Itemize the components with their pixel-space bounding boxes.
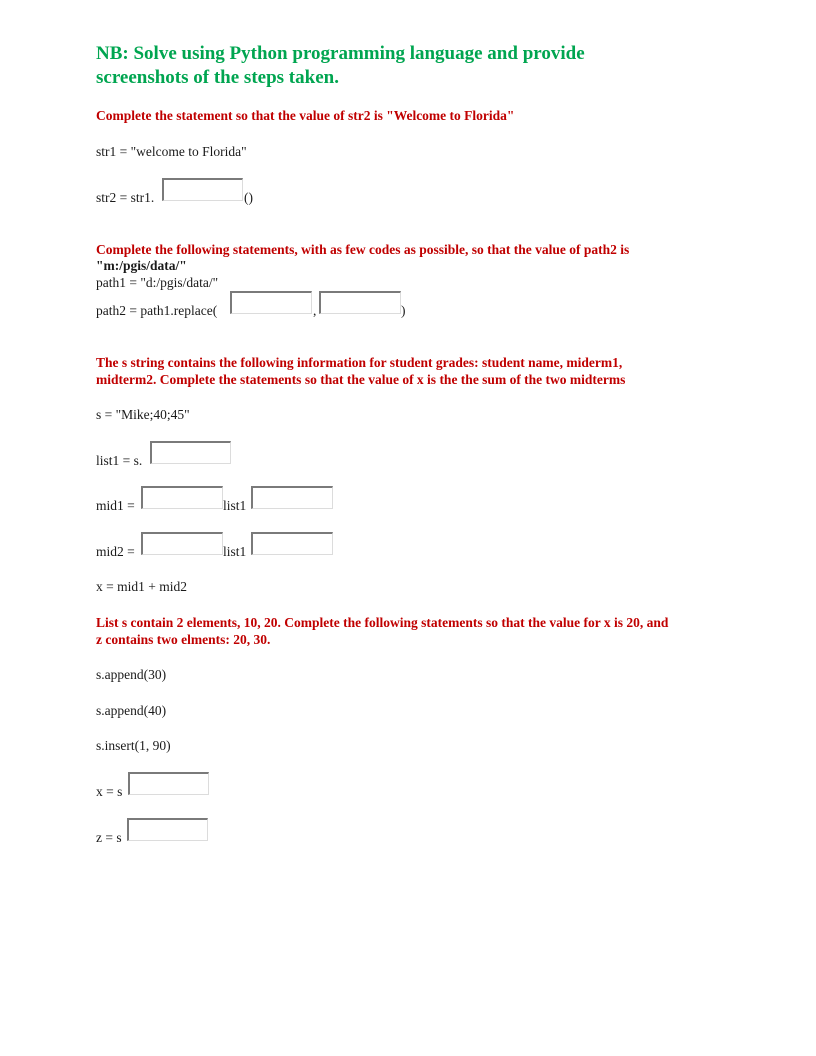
q3-mid2-input-1[interactable] <box>141 532 223 555</box>
q2-path1-line: path1 = "d:/pgis/data/" <box>96 275 219 290</box>
q2-path2-suffix: ) <box>401 303 406 318</box>
q4-insert-line: s.insert(1, 90) <box>96 738 171 753</box>
q4-z-slice-input[interactable] <box>127 818 208 841</box>
q4-x-index-input[interactable] <box>128 772 209 795</box>
q2-path2-prefix: path2 = path1.replace( <box>96 303 218 318</box>
q3-x-line: x = mid1 + mid2 <box>96 579 187 594</box>
q4-question-line-1: List s contain 2 elements, 10, 20. Complete the following statements so that the value for x is 20, and <box>96 615 669 630</box>
q2-old-value-input[interactable] <box>230 291 312 314</box>
q1-str1-line: str1 = "welcome to Florida" <box>96 144 247 159</box>
q3-mid2-prefix: mid2 = <box>96 544 135 559</box>
q3-mid1-input-2[interactable] <box>251 486 333 509</box>
q3-mid1-input-1[interactable] <box>141 486 223 509</box>
q3-mid1-middle: list1 <box>223 498 247 513</box>
q4-x-prefix: x = s <box>96 784 123 799</box>
q3-mid2-middle: list1 <box>223 544 247 559</box>
q2-question-line-2: "m:/pgis/data/" <box>96 258 187 273</box>
q3-s-line: s = "Mike;40;45" <box>96 407 190 422</box>
q1-method-input[interactable] <box>162 178 243 201</box>
q2-separator: , <box>313 303 317 318</box>
q4-z-prefix: z = s <box>96 830 122 845</box>
q3-question-line-2: midterm2. Complete the statements so that the value of x is the the sum of the two midterms <box>96 372 626 387</box>
q3-mid1-prefix: mid1 = <box>96 498 135 513</box>
q3-mid2-input-2[interactable] <box>251 532 333 555</box>
q4-question-line-2: z contains two elments: 20, 30. <box>96 632 271 647</box>
q1-question: Complete the statement so that the value of str2 is "Welcome to Florida" <box>96 108 515 123</box>
q2-new-value-input[interactable] <box>319 291 401 314</box>
q2-question-line-1: Complete the following statements, with as few codes as possible, so that the value of path2 is <box>96 242 630 257</box>
q3-list1-input[interactable] <box>150 441 231 464</box>
q1-str2-suffix: () <box>244 190 253 205</box>
q3-question-line-1: The s string contains the following information for student grades: student name, miderm1, <box>96 355 623 370</box>
q1-str2-prefix: str2 = str1. <box>96 190 155 205</box>
q4-append-30: s.append(30) <box>96 667 167 682</box>
q4-append-40: s.append(40) <box>96 703 167 718</box>
q3-list1-prefix: list1 = s. <box>96 453 143 468</box>
instruction-line-2: screenshots of the steps taken. <box>96 67 339 88</box>
instruction-line-1: NB: Solve using Python programming language and provide <box>96 43 585 64</box>
